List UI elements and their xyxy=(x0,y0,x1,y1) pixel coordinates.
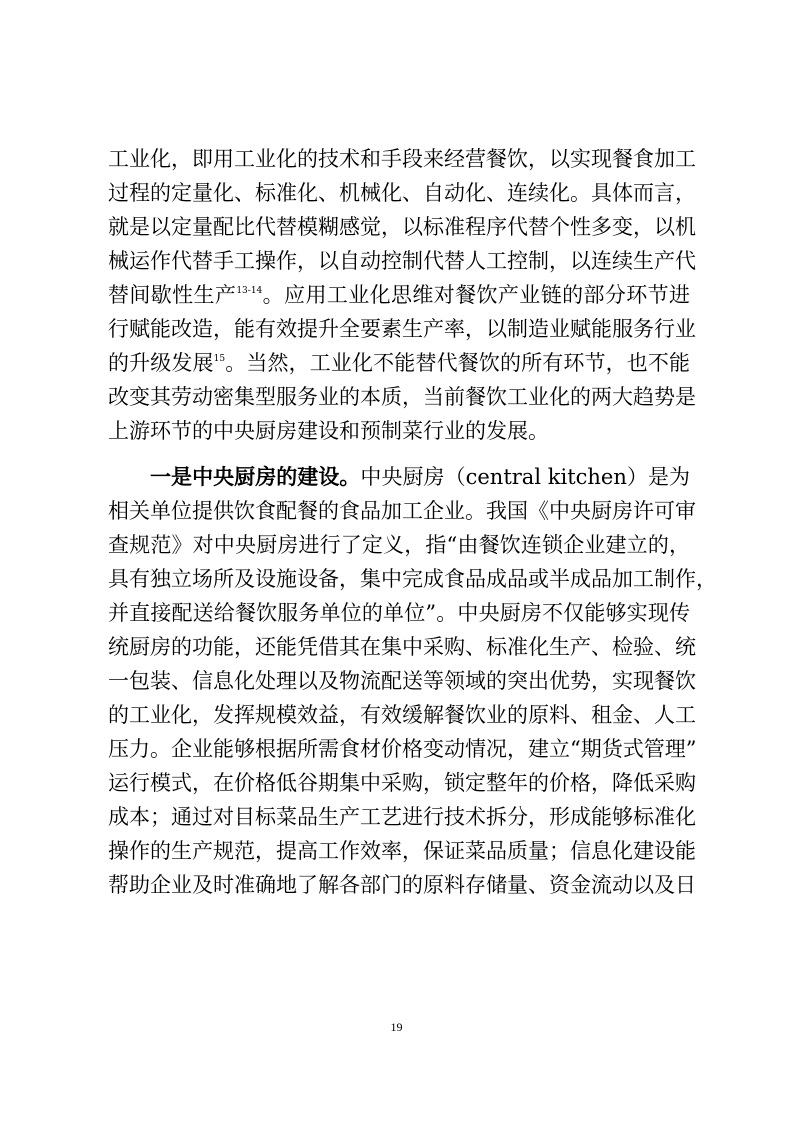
text-run: 改变其劳动密集型服务业的本质，当前餐饮工业化的两大趋势是 xyxy=(108,385,696,409)
text-line xyxy=(108,698,696,732)
text-line xyxy=(108,176,696,210)
text-line xyxy=(108,562,717,596)
text-run: 相关单位提供饮食配餐的食品加工企业。我国《中央厨房许可审 xyxy=(108,499,696,523)
text-run: 过程的定量化、标准化、机械化、自动化、连续化。具体而言， xyxy=(108,181,696,205)
text-run: 中央厨房（central kitchen）是为 xyxy=(360,465,690,489)
text-line xyxy=(108,528,690,562)
text-line xyxy=(108,210,696,244)
text-run: 查规范》对中央厨房进行了定义，指“由餐饮连锁企业建立的， xyxy=(108,533,690,557)
text-run: 。应用工业化思维对餐饮产业链的部分环节进 xyxy=(262,283,691,307)
text-run: 并直接配送给餐饮服务单位的单位”。中央厨房不仅能够实现传 xyxy=(108,601,690,625)
text-line xyxy=(108,380,696,414)
text-run: 压力。企业能够根据所需食材价格变动情况，建立“期货式管理” xyxy=(108,737,697,761)
text-run: 操作的生产规范，提高工作效率，保证菜品质量；信息化建设能 xyxy=(108,839,696,863)
text-line xyxy=(108,834,696,868)
text-run: 统厨房的功能，还能凭借其在集中采购、标准化生产、检验、统 xyxy=(108,635,696,659)
text-line xyxy=(108,630,696,664)
text-run: 一包装、信息化处理以及物流配送等领域的突出优势，实现餐饮 xyxy=(108,669,696,693)
text-line xyxy=(108,766,696,800)
text-line xyxy=(108,142,696,176)
text-run: 具有独立场所及设施设备，集中完成食品成品或半成品加工制作， xyxy=(108,567,717,591)
text-run: 上游环节的中央厨房建设和预制菜行业的发展。 xyxy=(108,419,549,443)
text-run: 替间歇性生产 xyxy=(108,283,237,307)
text-run: 工业化，即用工业化的技术和手段来经营餐饮，以实现餐食加工 xyxy=(108,147,696,171)
text-run: 帮助企业及时准确地了解各部门的原料存储量、资金流动以及日 xyxy=(108,873,696,897)
text-run: 运行模式，在价格低谷期集中采购，锁定整年的价格，降低采购 xyxy=(108,771,696,795)
text-line xyxy=(108,244,696,278)
text-line xyxy=(108,346,690,380)
text-line xyxy=(108,312,696,346)
text-run: 就是以定量配比代替模糊感觉，以标准程序代替个性多变，以机 xyxy=(108,215,696,239)
paragraph-heading: 一是中央厨房的建设。 xyxy=(150,464,361,489)
text-line xyxy=(108,414,690,448)
text-line xyxy=(108,732,697,766)
page-number: 19 xyxy=(390,1020,403,1034)
text-line xyxy=(108,800,696,834)
text-run: 。当然，工业化不能替代餐饮的所有环节，也不能 xyxy=(225,351,691,375)
text-line xyxy=(150,460,690,494)
text-run: 的工业化，发挥规模效益，有效缓解餐饮业的原料、租金、人工 xyxy=(108,703,696,727)
text-run: 械运作代替手工操作，以自动控制代替人工控制，以连续生产代 xyxy=(108,249,696,273)
text-line xyxy=(108,596,690,630)
text-run: 的升级发展 xyxy=(108,351,214,375)
citation-superscript: 13-14 xyxy=(236,286,263,296)
text-line xyxy=(108,494,696,528)
text-run: 成本；通过对目标菜品生产工艺进行技术拆分，形成能够标准化 xyxy=(108,805,696,829)
text-line xyxy=(108,664,696,698)
text-line xyxy=(108,278,690,312)
text-line xyxy=(108,868,696,902)
citation-superscript: 15 xyxy=(213,354,226,364)
text-run: 行赋能改造，能有效提升全要素生产率，以制造业赋能服务行业 xyxy=(108,317,696,341)
